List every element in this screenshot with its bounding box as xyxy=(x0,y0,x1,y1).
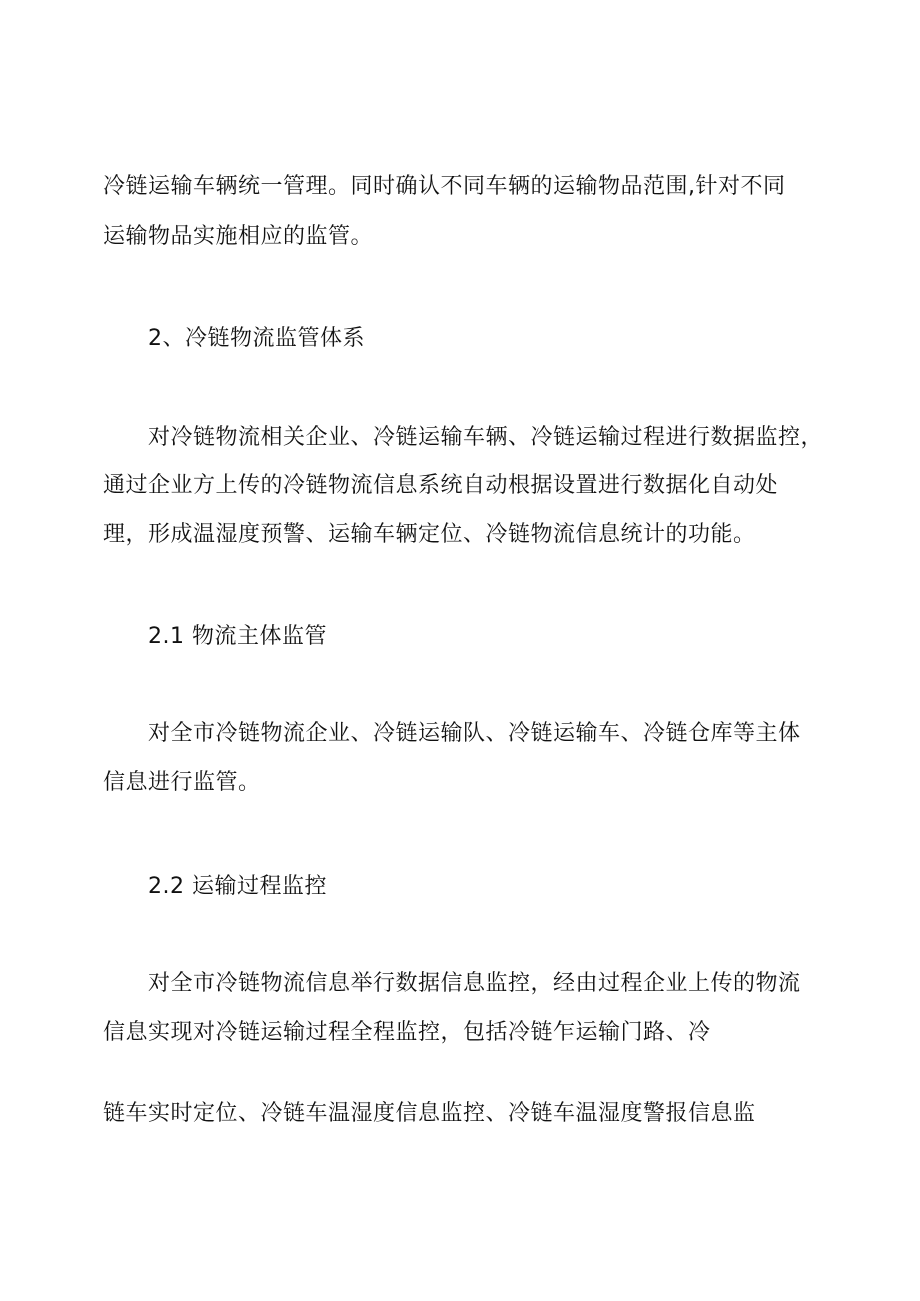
paragraph-line: 链车实时定位、冷链车温湿度信息监控、冷链车温湿度警报信息监 xyxy=(103,1101,756,1126)
paragraph-line: 对全市冷链物流企业、冷链运输队、冷链运输车、冷链仓库等主体 xyxy=(148,721,801,746)
section-heading-2-2: 2.2 运输过程监控 xyxy=(148,874,327,899)
paragraph-line: 运输物品实施相应的监管。 xyxy=(103,224,374,249)
section-heading-2: 2、冷链物流监管体系 xyxy=(148,326,365,351)
paragraph-line: 通过企业方上传的冷链物流信息系统自动根据设置进行数据化自动处 xyxy=(103,473,779,498)
section-heading-2-1: 2.1 物流主体监管 xyxy=(148,624,327,649)
paragraph-line: 理，形成温湿度预警、运输车辆定位、冷链物流信息统计的功能。 xyxy=(103,522,756,547)
paragraph-line: 对冷链物流相关企业、冷链运输车辆、冷链运输过程进行数据监控， xyxy=(148,425,824,450)
paragraph-line: 信息实现对冷链运输过程全程监控，包括冷链乍运输门路、冷 xyxy=(103,1020,711,1045)
paragraph-line: 对全市冷链物流信息举行数据信息监控，经由过程企业上传的物流 xyxy=(148,971,801,996)
paragraph-line: 冷链运输车辆统一管理。同时确认不同车辆的运输物品范围,针对不同 xyxy=(103,174,786,199)
paragraph-line: 信息进行监管。 xyxy=(103,770,261,795)
